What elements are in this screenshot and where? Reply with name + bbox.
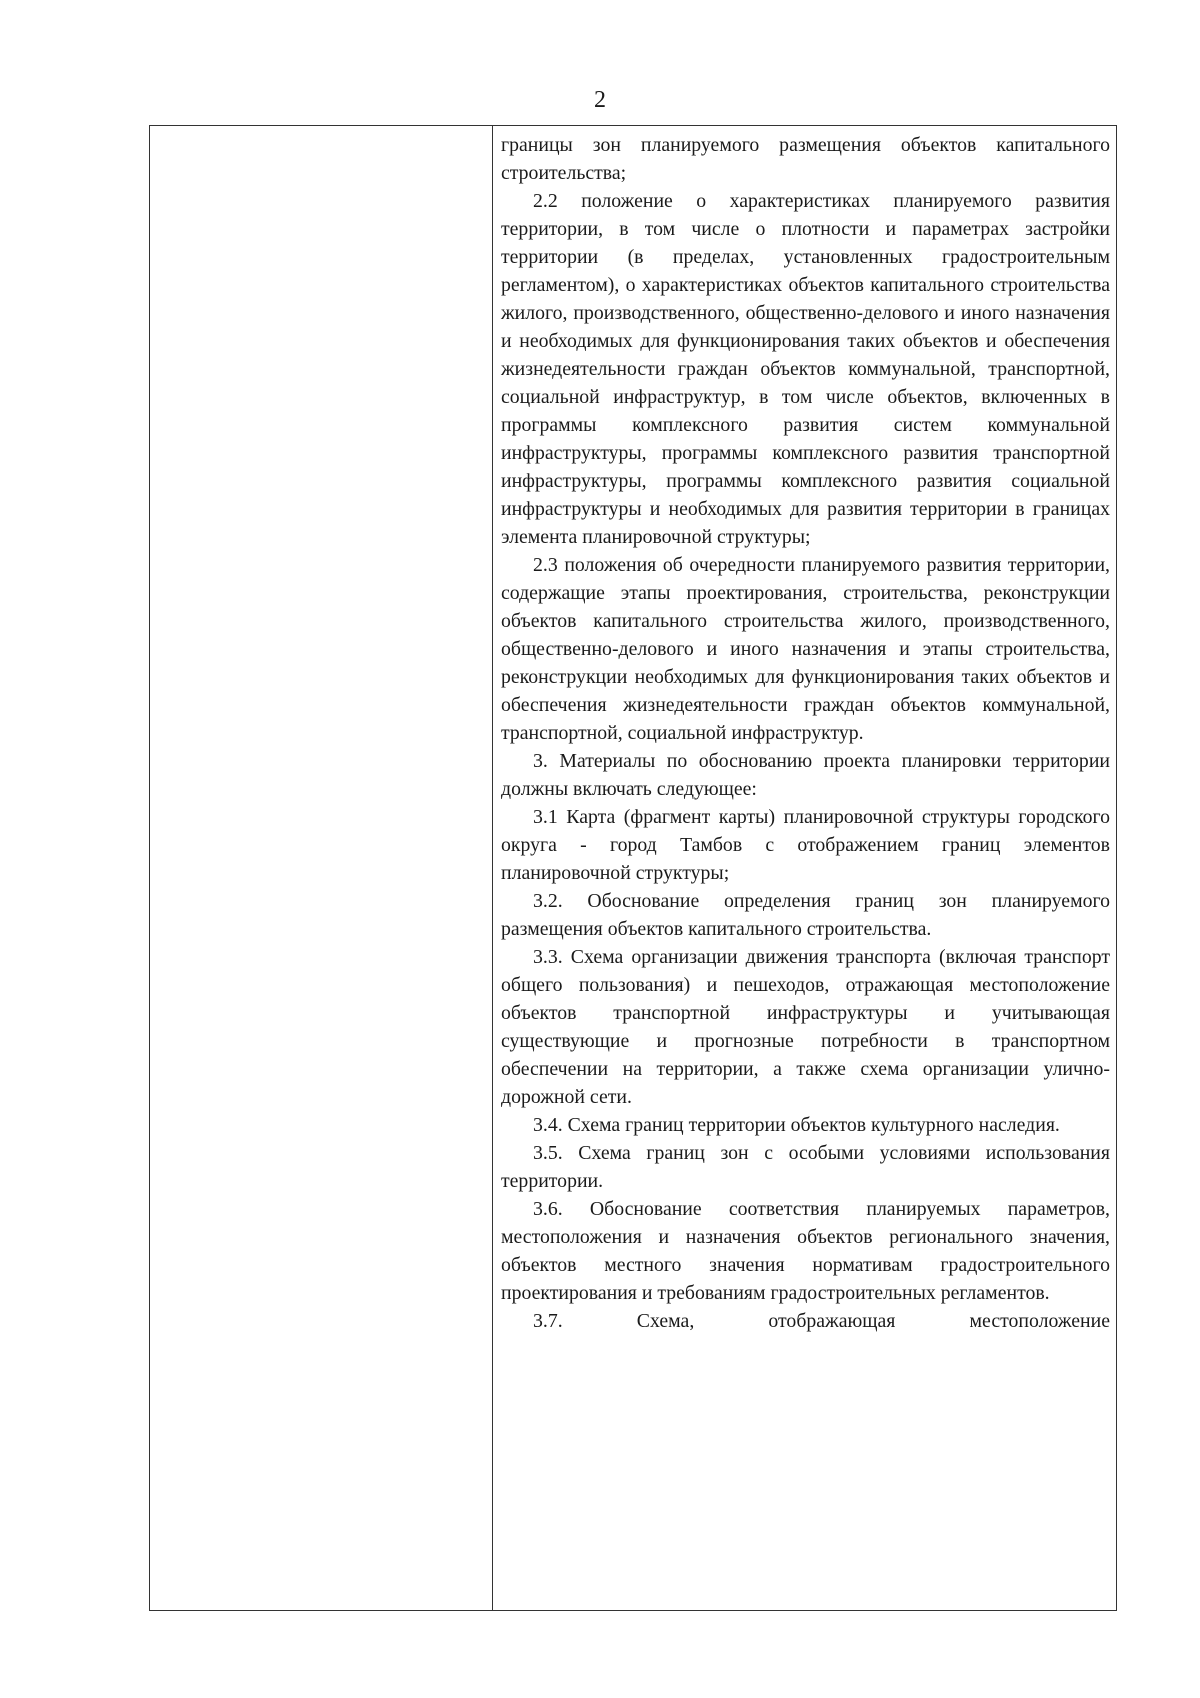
- paragraph-zone-boundaries: границы зон планируемого размещения объектов капитального строительства;: [501, 134, 1110, 184]
- table-right-cell: [493, 126, 1116, 1610]
- paragraph-3: 3. Материалы по обоснованию проекта планировки территории должны включать следующее:: [501, 750, 1110, 800]
- paragraph-3-2: 3.2. Обоснование определения границ зон планируемого размещения объектов капитального строительства.: [501, 890, 1110, 940]
- paragraph-3-1: 3.1 Карта (фрагмент карты) планировочной структуры городского округа - город Тамбов с отображением границ элементов планировочной структуры;: [501, 806, 1110, 884]
- paragraph-3-6: 3.6. Обоснование соответствия планируемых параметров, местоположения и назначения объектов регионального значения, объектов местного значения нормативам градостроительного проектирования и требованиям градостроительных регламентов.: [501, 1198, 1110, 1304]
- table-left-cell: [150, 126, 493, 1610]
- document-table: [149, 125, 1117, 1611]
- paragraph-2-2: 2.2 положение о характеристиках планируемого развития территории, в том числе о плотности и параметрах застройки территории (в пределах, установленных градостроительным регламентом), о характеристиках объектов капитального строительства жилого, производственного, общественно-делового и иного назначения и необходимых для функционирования таких объектов и обеспечения жизнедеятельности граждан объектов коммунальной, транспортной, социальной инфраструктур, в том числе объектов, включенных в программы комплексного развития систем коммунальной инфраструктуры, программы комплексного развития транспортной инфраструктуры, программы комплексного развития социальной инфраструктуры и необходимых для развития территории в границах элемента планировочной структуры;: [501, 190, 1110, 548]
- paragraph-3-7: 3.7. Схема, отображающая местоположение: [533, 1310, 1110, 1332]
- paragraph-3-4: 3.4. Схема границ территории объектов культурного наследия.: [533, 1114, 1060, 1136]
- paragraph-2-3: 2.3 положения об очередности планируемого развития территории, содержащие этапы проектирования, строительства, реконструкции объектов капитального строительства жилого, производственного, общественно-делового и иного назначения и этапы строительства, реконструкции необходимых для функционирования таких объектов и обеспечения жизнедеятельности граждан объектов коммунальной, транспортной, социальной инфраструктур.: [501, 554, 1110, 744]
- paragraph-3-3: 3.3. Схема организации движения транспорта (включая транспорт общего пользования) и пешеходов, отражающая местоположение объектов транспортной инфраструктуры и учитывающая существующие и прогнозные потребности в транспортном обеспечении на территории, а также схема организации улично-дорожной сети.: [501, 946, 1110, 1108]
- page-number: 2: [594, 87, 606, 113]
- paragraph-3-5: 3.5. Схема границ зон с особыми условиями использования территории.: [501, 1142, 1110, 1192]
